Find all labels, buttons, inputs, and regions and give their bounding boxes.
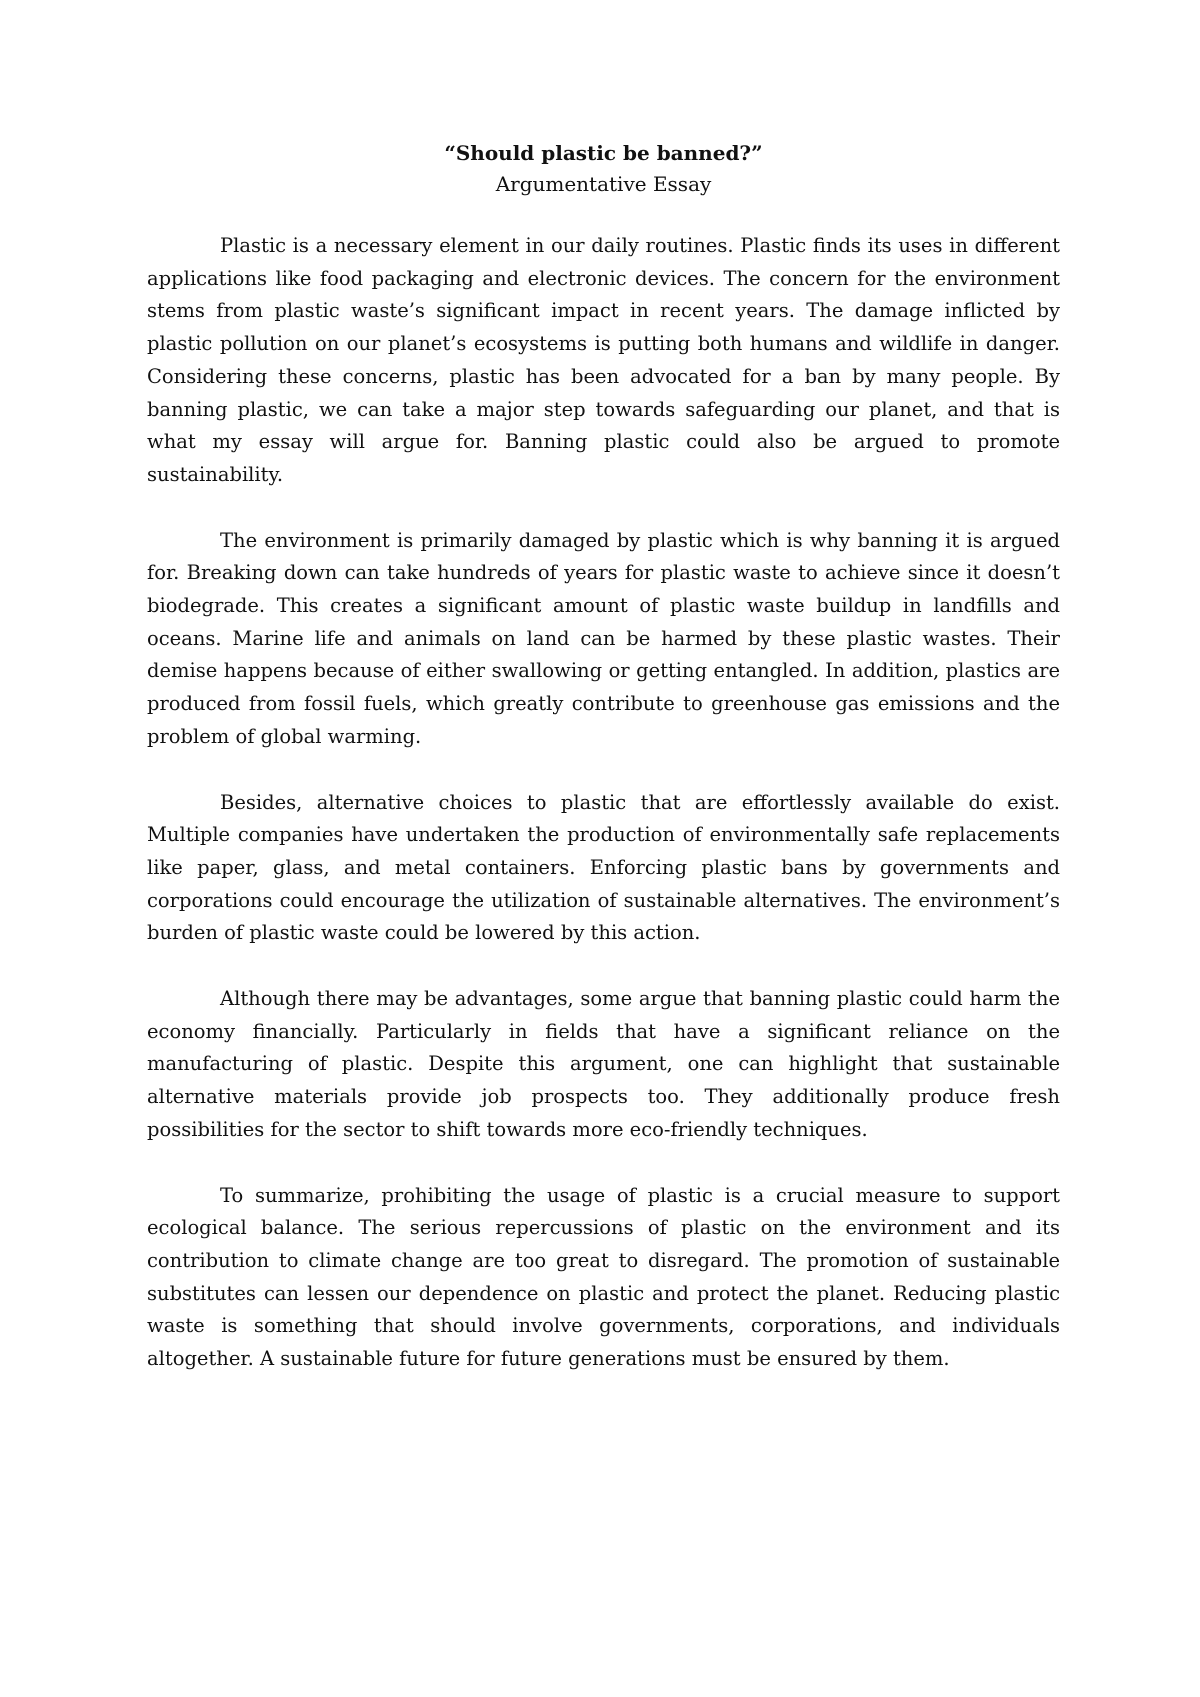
paragraph-environment: The environment is primarily damaged by plastic which is why banning it is argued for. Breaking down can take hundreds of years for plastic waste to achieve since it doesn’t biodegrade. This creates a significant amount of plastic waste buildup in landfills and oceans. Marine life and animals on land can be harmed by these plastic wastes. Their demise happens because of either swallowing or getting entangled. In addition, plastics are produced from fossil fuels, which greatly contribute to greenhouse gas emissions and the problem of global warming. — [147, 528, 1060, 748]
essay-page — [147, 138, 1060, 1409]
paragraph-conclusion: To summarize, prohibiting the usage of plastic is a crucial measure to support ecological balance. The serious repercussions of plastic on the environment and its contribution to climate change are too great to disregard. The promotion of sustainable substitutes can lessen our dependence on plastic and protect the planet. Reducing plastic waste is something that should involve governments, corporations, and individuals altogether. A sustainable future for future generations must be ensured by them. — [147, 1183, 1060, 1371]
essay-subtitle: Argumentative Essay — [495, 172, 712, 196]
paragraph-counterargument: Although there may be advantages, some argue that banning plastic could harm the economy financially. Particularly in fields that have a significant reliance on the manufacturing of plastic. Despite this argument, one can highlight that sustainable alternative materials provide job prospects too. They additionally produce fresh possibilities for the sector to shift towards more eco-friendly techniques. — [147, 987, 1060, 1141]
paragraph-introduction: Plastic is a necessary element in our daily routines. Plastic finds its uses in different applications like food packaging and electronic devices. The concern for the environment stems from plastic waste’s significant impact in recent years. The damage inflicted by plastic pollution on our planet’s ecosystems is putting both humans and wildlife in danger. Considering these concerns, plastic has been advocated for a ban by many people. By banning plastic, we can take a major step towards safeguarding our planet, and that is what my essay will argue for. Banning plastic could also be argued to promote sustainability. — [147, 234, 1060, 486]
paragraph-alternatives: Besides, alternative choices to plastic that are effortlessly available do exist. Multiple companies have undertaken the production of environmentally safe replacements like paper, glass, and metal containers. Enforcing plastic bans by governments and corporations could encourage the utilization of sustainable alternatives. The environment’s burden of plastic waste could be lowered by this action. — [147, 790, 1060, 945]
essay-title: “Should plastic be banned?” — [444, 141, 763, 165]
